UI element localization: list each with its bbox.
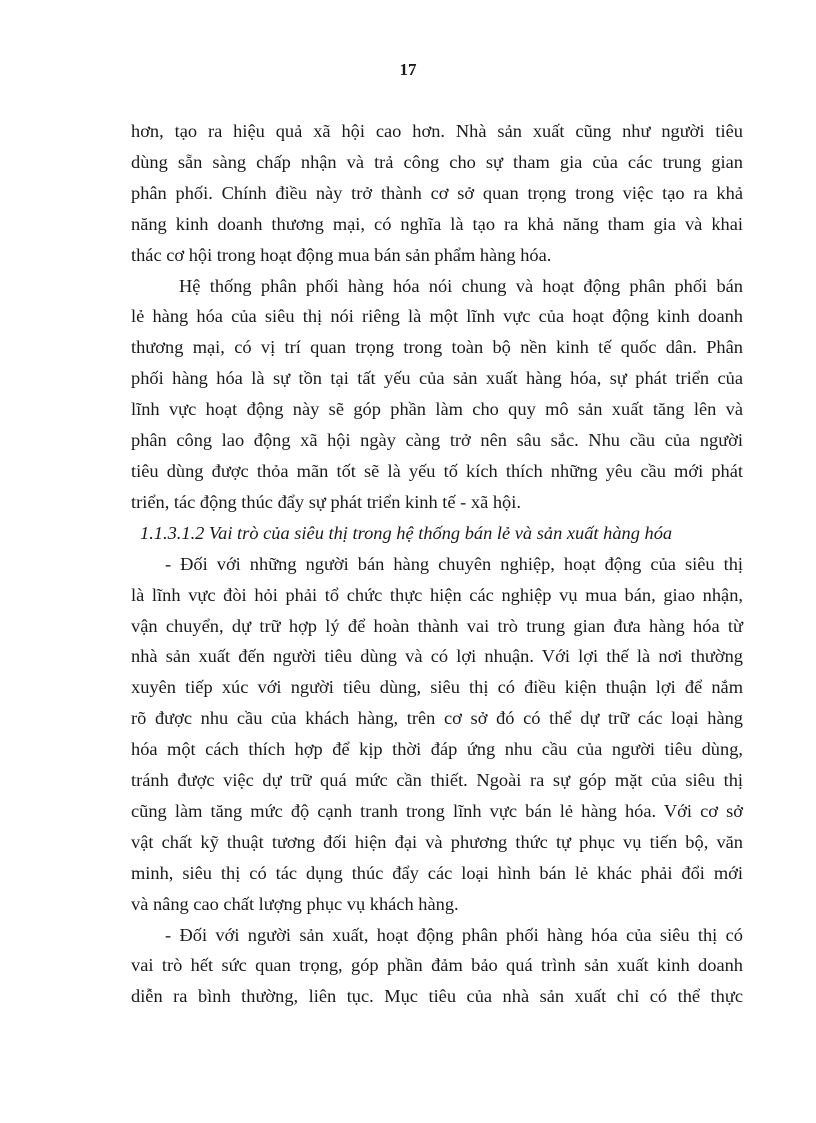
text-line: thác cơ hội trong hoạt động mua bán sản phẩm hàng hóa. bbox=[131, 244, 552, 265]
text-line: là lĩnh vực đòi hỏi phải tổ chức thực hiện các nghiệp vụ mua bán, giao nhận, bbox=[131, 584, 743, 605]
paragraph bbox=[131, 116, 743, 271]
paragraph bbox=[131, 920, 743, 1013]
text-line: vật chất kỹ thuật tương đối hiện đại và phương thức tự phục vụ tiến bộ, văn bbox=[131, 831, 743, 852]
section-heading-text: 1.1.3.1.2 Vai trò của siêu thị trong hệ thống bán lẻ và sản xuất hàng hóa bbox=[140, 522, 673, 543]
text-line: - Đối với những người bán hàng chuyên nghiệp, hoạt động của siêu thị bbox=[165, 553, 743, 574]
paragraph bbox=[131, 549, 743, 920]
text-line: - Đối với người sản xuất, hoạt động phân phối hàng hóa của siêu thị có bbox=[165, 924, 743, 945]
text-line: lẻ hàng hóa của siêu thị nói riêng là một lĩnh vực của hoạt động kinh doanh bbox=[131, 306, 743, 327]
text-line: hóa một cách thích hợp để kịp thời đáp ứng nhu cầu của người tiêu dùng, bbox=[131, 739, 743, 760]
text-line: phối hàng hóa là sự tồn tại tất yếu của sản xuất hàng hóa, sự phát triển của bbox=[131, 368, 743, 389]
text-line: năng kinh doanh thương mại, có nghĩa là tạo ra khả năng tham gia và khai bbox=[131, 213, 743, 234]
text-line: tránh được việc dự trữ quá mức cần thiết. Ngoài ra sự góp mặt của siêu thị bbox=[131, 770, 743, 791]
text-line: vai trò hết sức quan trọng, góp phần đảm bảo quá trình sản xuất kinh doanh bbox=[131, 955, 743, 976]
text-line: hơn, tạo ra hiệu quả xã hội cao hơn. Nhà sản xuất cũng như người tiêu bbox=[131, 121, 743, 141]
text-line: phân phối. Chính điều này trở thành cơ sở quan trọng trong việc tạo ra khả bbox=[131, 182, 743, 203]
text-line: diễn ra bình thường, liên tục. Mục tiêu của nhà sản xuất chỉ có thể thực bbox=[131, 986, 743, 1007]
text-line: dùng sẵn sàng chấp nhận và trả công cho sự tham gia của các trung gian bbox=[131, 151, 743, 172]
paragraph bbox=[131, 271, 743, 518]
text-line: minh, siêu thị có tác dụng thúc đẩy các loại hình bán lẻ khác phải đổi mới bbox=[131, 862, 743, 883]
text-line: Hệ thống phân phối hàng hóa nói chung và hoạt động phân phối bán bbox=[179, 275, 743, 296]
text-line: vận chuyển, dự trữ hợp lý để hoàn thành vai trò trung gian đưa hàng hóa từ bbox=[131, 615, 743, 636]
text-line: rõ được nhu cầu của khách hàng, trên cơ sở đó có thể dự trữ các loại hàng bbox=[131, 708, 743, 729]
text-line: lĩnh vực hoạt động này sẽ góp phần làm cho quy mô sản xuất tăng lên và bbox=[131, 399, 743, 420]
text-line: xuyên tiếp xúc với người tiêu dùng, siêu thị có điều kiện thuận lợi để nắm bbox=[131, 677, 743, 698]
document-body bbox=[131, 116, 743, 1012]
text-line: phân công lao động xã hội ngày càng trở nên sâu sắc. Nhu cầu của người bbox=[131, 430, 743, 451]
page-number: 17 bbox=[399, 60, 417, 79]
text-line: và nâng cao chất lượng phục vụ khách hàng. bbox=[131, 893, 459, 914]
text-line: tiêu dùng được thỏa mãn tốt sẽ là yếu tố kích thích những yêu cầu mới phát bbox=[131, 460, 743, 481]
text-line: triển, tác động thúc đẩy sự phát triển kinh tế - xã hội. bbox=[131, 491, 521, 512]
text-line: thương mại, có vị trí quan trọng trong toàn bộ nền kinh tế quốc dân. Phân bbox=[131, 337, 743, 358]
text-line: cũng làm tăng mức độ cạnh tranh trong lĩnh vực bán lẻ hàng hóa. Với cơ sở bbox=[131, 800, 743, 821]
text-line: nhà sản xuất đến người tiêu dùng và có lợi nhuận. Với lợi thế là nơi thường bbox=[131, 646, 743, 667]
section-heading bbox=[131, 518, 743, 549]
